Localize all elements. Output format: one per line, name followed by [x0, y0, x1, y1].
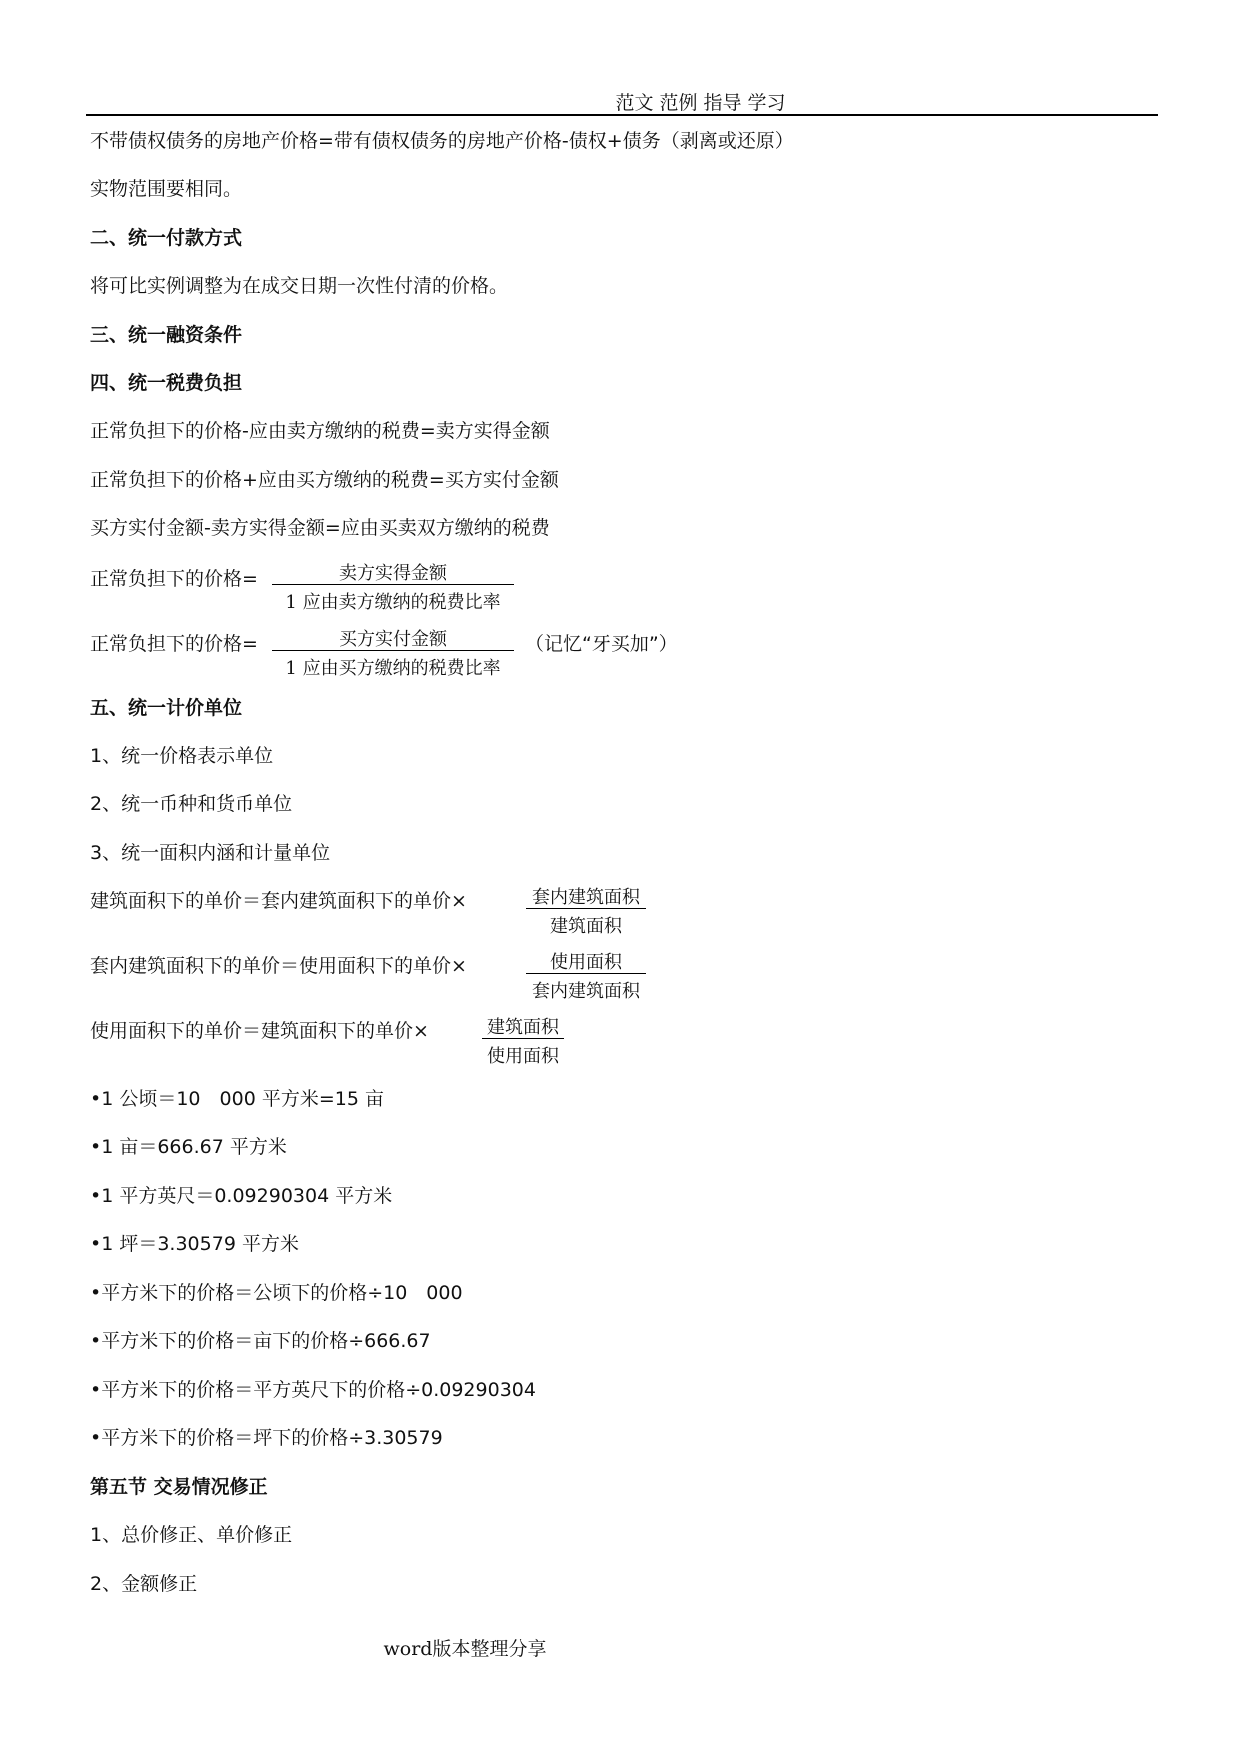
bullet-price-mu: •平方米下的价格＝亩下的价格÷666.67	[90, 1330, 431, 1352]
formula-2-note: （记忆“牙买加”）	[525, 633, 678, 655]
fraction-numerator: 买方实付金额	[339, 629, 447, 650]
text-line-seller-amount: 正常负担下的价格-应由卖方缴纳的税费=卖方实得金额	[90, 420, 550, 442]
formula-3-fraction	[526, 880, 646, 936]
fraction-denominator: 1 应由卖方缴纳的税费比率	[285, 592, 501, 613]
list-item-2: 2、统一币种和货币单位	[90, 793, 293, 815]
bullet-mu: •1 亩＝666.67 平方米	[90, 1136, 287, 1158]
fraction-denominator: 套内建筑面积	[532, 981, 640, 1002]
formula-4-lhs: 套内建筑面积下的单价＝使用面积下的单价×	[90, 955, 467, 977]
text-line-both-tax: 买方实付金额-卖方实得金额=应由买卖双方缴纳的税费	[90, 517, 550, 539]
formula-3-lhs: 建筑面积下的单价＝套内建筑面积下的单价×	[90, 890, 467, 912]
list-item-total-price: 1、总价修正、单价修正	[90, 1524, 293, 1546]
text-line-debt-price: 不带债权债务的房地产价格=带有债权债务的房地产价格-债权+债务（剥离或还原）	[90, 130, 794, 152]
text-line-scope: 实物范围要相同。	[90, 178, 243, 200]
formula-2-lhs: 正常负担下的价格=	[90, 633, 258, 655]
page-footer: word版本整理分享	[383, 1638, 547, 1660]
formula-1-fraction	[272, 556, 514, 612]
formula-5-lhs: 使用面积下的单价＝建筑面积下的单价×	[90, 1020, 429, 1042]
fraction-bar	[526, 973, 646, 974]
fraction-numerator: 套内建筑面积	[532, 887, 640, 908]
formula-4-fraction	[526, 945, 646, 1001]
bullet-sqft: •1 平方英尺＝0.09290304 平方米	[90, 1185, 393, 1207]
section-heading-tax: 四、统一税费负担	[90, 372, 243, 394]
section-heading-financing: 三、统一融资条件	[90, 324, 243, 346]
fraction-numerator: 使用面积	[550, 952, 622, 973]
fraction-denominator: 1 应由买方缴纳的税费比率	[285, 658, 501, 679]
fraction-numerator: 卖方实得金额	[339, 563, 447, 584]
section-heading-transaction: 第五节 交易情况修正	[90, 1476, 268, 1498]
fraction-bar	[272, 650, 514, 651]
bullet-price-ping: •平方米下的价格＝坪下的价格÷3.30579	[90, 1427, 443, 1449]
page-header	[0, 88, 1241, 115]
bullet-hectare: •1 公顷＝10 000 平方米=15 亩	[90, 1088, 384, 1110]
list-item-amount: 2、金额修正	[90, 1573, 198, 1595]
text-line-buyer-amount: 正常负担下的价格+应由买方缴纳的税费=买方实付金额	[90, 469, 559, 491]
list-item-1: 1、统一价格表示单位	[90, 745, 274, 767]
bullet-price-hectare: •平方米下的价格＝公顷下的价格÷10 000	[90, 1282, 463, 1304]
header-rule	[86, 114, 1158, 116]
formula-2-fraction	[272, 622, 514, 678]
formula-1-lhs: 正常负担下的价格=	[90, 568, 258, 590]
bullet-ping: •1 坪＝3.30579 平方米	[90, 1233, 299, 1255]
fraction-denominator: 建筑面积	[550, 916, 622, 937]
section-heading-payment: 二、统一付款方式	[90, 227, 243, 249]
section-heading-units: 五、统一计价单位	[90, 697, 243, 719]
fraction-bar	[272, 584, 514, 585]
formula-5-fraction	[482, 1010, 564, 1066]
list-item-3: 3、统一面积内涵和计量单位	[90, 842, 331, 864]
bullet-price-sqft: •平方米下的价格＝平方英尺下的价格÷0.09290304	[90, 1379, 536, 1401]
text-line-payment: 将可比实例调整为在成交日期一次性付清的价格。	[90, 275, 509, 297]
fraction-bar	[526, 908, 646, 909]
fraction-denominator: 使用面积	[487, 1046, 559, 1067]
fraction-bar	[482, 1038, 564, 1039]
header-label: 范文 范例 指导 学习	[615, 92, 786, 114]
fraction-numerator: 建筑面积	[487, 1017, 559, 1038]
